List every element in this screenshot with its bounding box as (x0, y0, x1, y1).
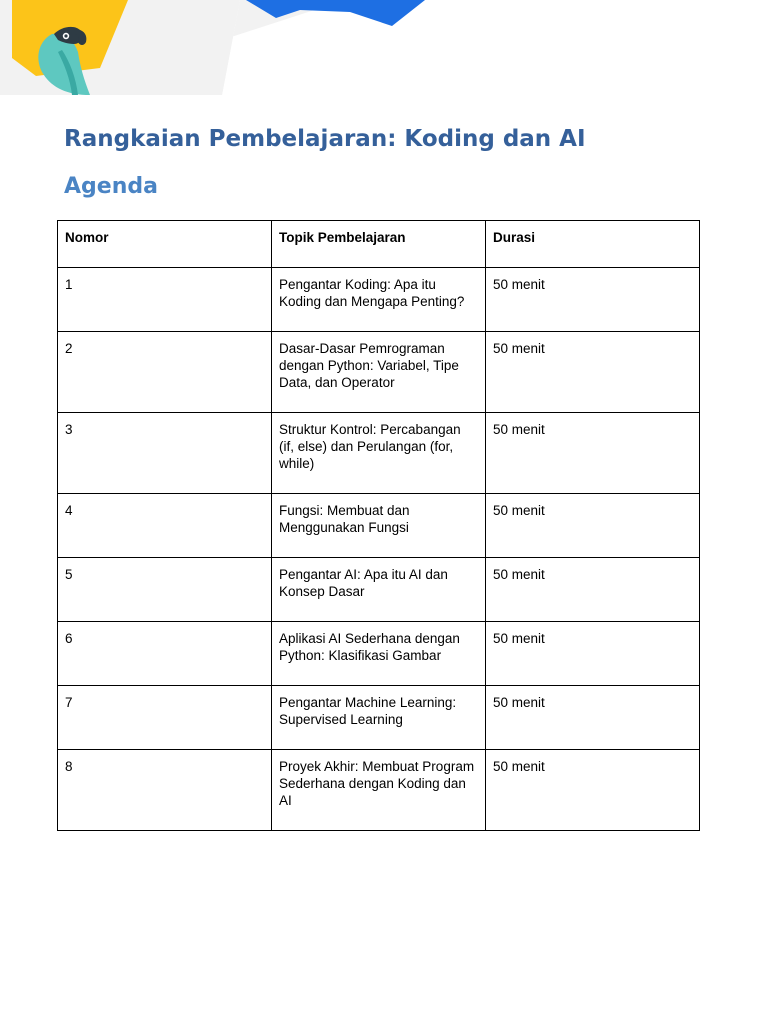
column-header-nomor: Nomor (58, 221, 272, 268)
cell-topik: Fungsi: Membuat dan Menggunakan Fungsi (272, 494, 486, 558)
column-header-durasi: Durasi (486, 221, 700, 268)
cell-durasi: 50 menit (486, 686, 700, 750)
cell-nomor: 8 (58, 750, 272, 831)
cell-nomor: 4 (58, 494, 272, 558)
table-row (58, 413, 700, 494)
cell-topik: Pengantar AI: Apa itu AI dan Konsep Dasar (272, 558, 486, 622)
cell-durasi: 50 menit (486, 750, 700, 831)
table-row (58, 750, 700, 831)
cell-durasi: 50 menit (486, 268, 700, 332)
header-decoration (0, 0, 768, 100)
cell-topik: Struktur Kontrol: Percabangan (if, else) dan Perulangan (for, while) (272, 413, 486, 494)
cell-topik: Dasar-Dasar Pemrograman dengan Python: Variabel, Tipe Data, dan Operator (272, 332, 486, 413)
table-row (58, 558, 700, 622)
cell-topik: Aplikasi AI Sederhana dengan Python: Klasifikasi Gambar (272, 622, 486, 686)
cell-durasi: 50 menit (486, 622, 700, 686)
table-row (58, 268, 700, 332)
table-row (58, 494, 700, 558)
table-row (58, 686, 700, 750)
cell-nomor: 5 (58, 558, 272, 622)
cell-durasi: 50 menit (486, 413, 700, 494)
cell-topik: Proyek Akhir: Membuat Program Sederhana dengan Koding dan AI (272, 750, 486, 831)
section-heading-agenda: Agenda (64, 174, 158, 199)
cell-nomor: 6 (58, 622, 272, 686)
cell-nomor: 3 (58, 413, 272, 494)
cell-nomor: 7 (58, 686, 272, 750)
page-title: Rangkaian Pembelajaran: Koding dan AI (64, 126, 586, 152)
table-header-row (58, 221, 700, 268)
table-row (58, 332, 700, 413)
cell-durasi: 50 menit (486, 494, 700, 558)
table-row (58, 622, 700, 686)
cell-nomor: 2 (58, 332, 272, 413)
cell-topik: Pengantar Machine Learning: Supervised Learning (272, 686, 486, 750)
agenda-table (57, 220, 700, 831)
cell-durasi: 50 menit (486, 558, 700, 622)
cell-topik: Pengantar Koding: Apa itu Koding dan Mengapa Penting? (272, 268, 486, 332)
column-header-topik: Topik Pembelajaran (272, 221, 486, 268)
cell-nomor: 1 (58, 268, 272, 332)
cell-durasi: 50 menit (486, 332, 700, 413)
